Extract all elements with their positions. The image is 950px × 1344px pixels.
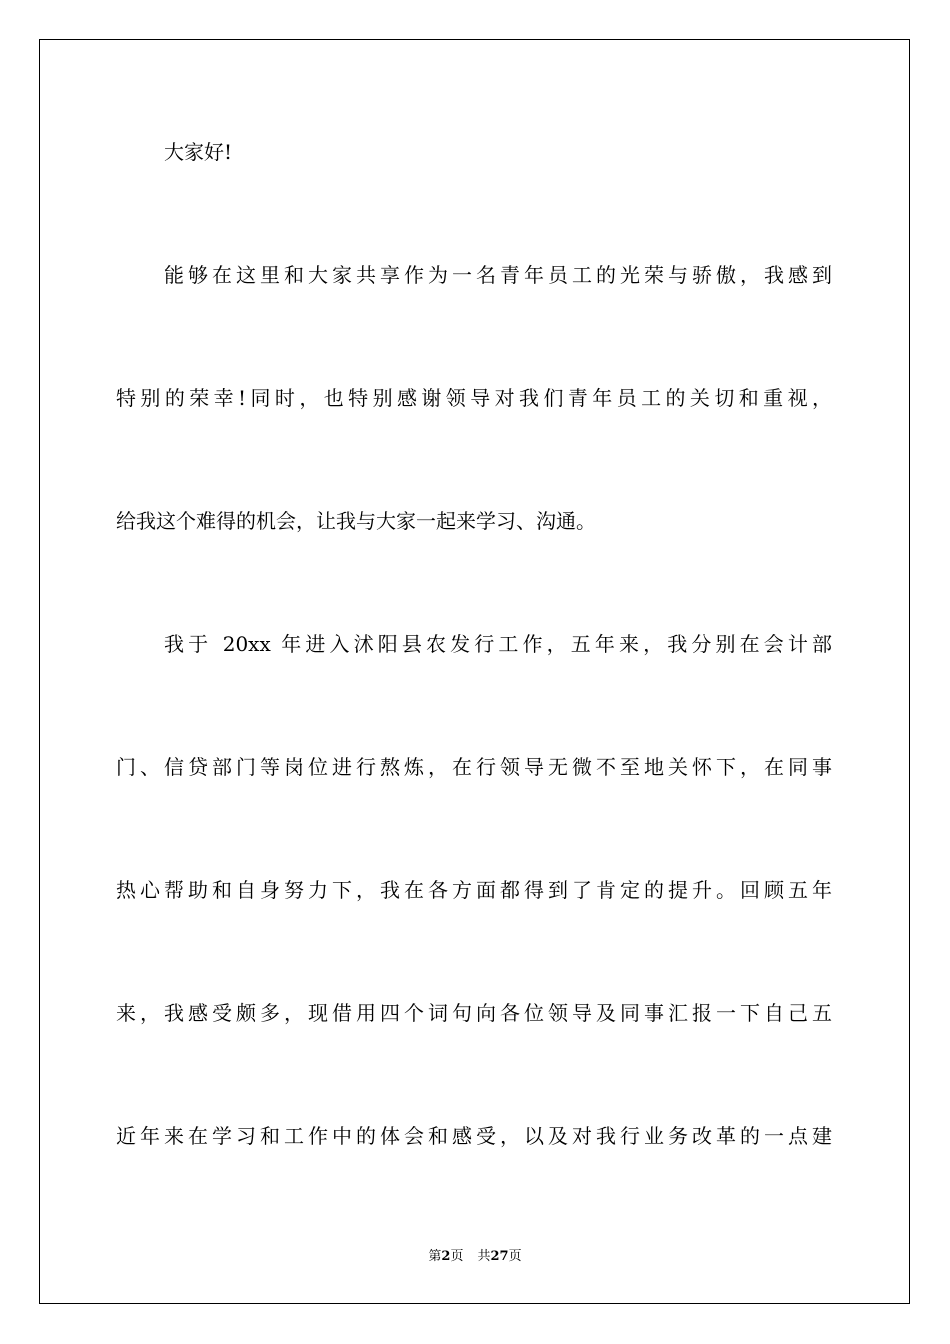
page-prefix: 第 — [428, 1249, 442, 1264]
total-pages: 27 — [490, 1249, 509, 1264]
total-prefix: 共 — [477, 1249, 491, 1264]
body-line: 近年来在学习和工作中的体会和感受，以及对我行业务改革的一点建 — [116, 1124, 832, 1148]
body-line: 能够在这里和大家共享作为一名青年员工的光荣与骄傲，我感到 — [164, 263, 832, 287]
page-number: 2 — [441, 1249, 451, 1264]
page-suffix: 页 — [450, 1249, 464, 1264]
body-line: 特别的荣幸!同时，也特别感谢领导对我们青年员工的关切和重视， — [116, 386, 832, 410]
total-suffix: 页 — [508, 1249, 522, 1264]
body-line: 门、信贷部门等岗位进行熬炼，在行领导无微不至地关怀下，在同事 — [116, 755, 832, 779]
greeting-line: 大家好! — [164, 140, 233, 164]
body-line: 我于 20xx 年进入沭阳县农发行工作，五年来，我分别在会计部 — [164, 632, 832, 656]
body-line: 来，我感受颇多，现借用四个词句向各位领导及同事汇报一下自己五 — [116, 1001, 832, 1025]
page-border — [39, 39, 910, 1304]
body-line: 给我这个难得的机会，让我与大家一起来学习、沟通。 — [116, 509, 596, 533]
page-footer — [0, 1248, 950, 1266]
body-line: 热心帮助和自身努力下，我在各方面都得到了肯定的提升。回顾五年 — [116, 878, 832, 902]
